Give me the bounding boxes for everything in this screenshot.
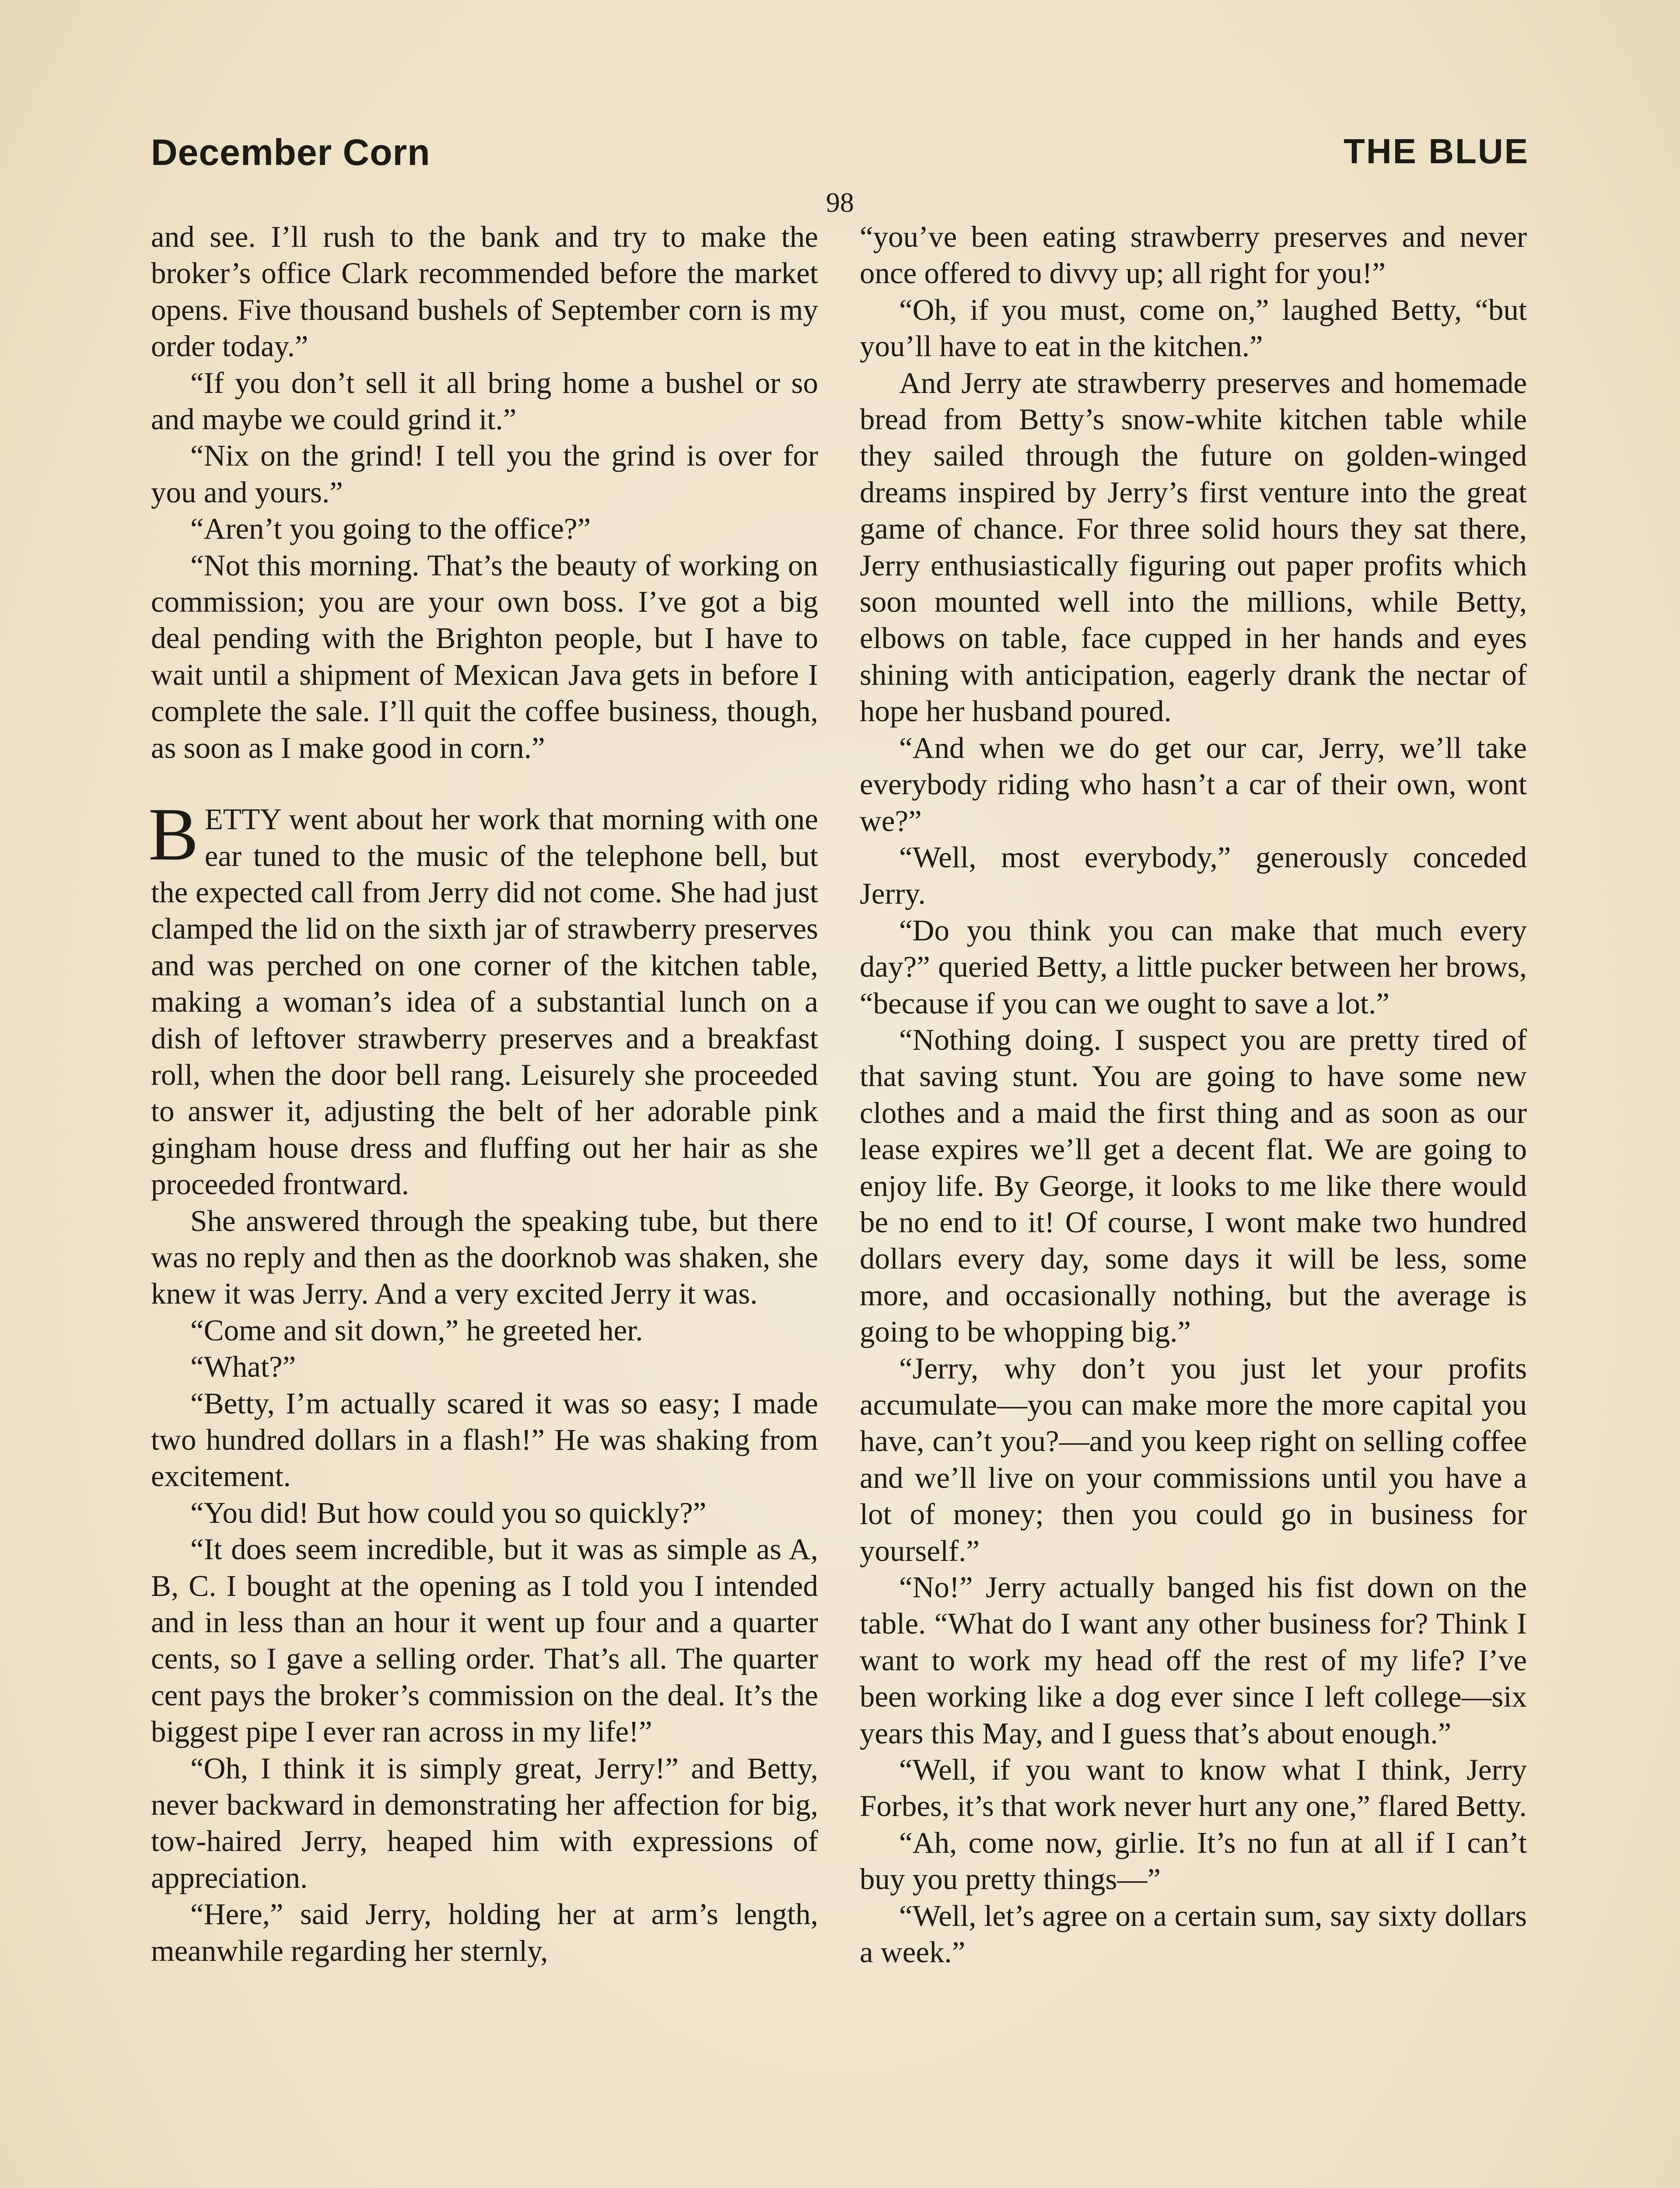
paragraph: “Nothing doing. I suspect you are pretty tired of that saving stunt. You are going to have some new clothes and a maid the first thing and as soon as our lease expires we’ll get a decent flat. We are going to enjoy life. By George, it looks to me like there would be no end to it! Of course, I wont make two hundred dollars every day, some days it will be less, some more, and occasionally nothing, but the average is going to be whopping big.” bbox=[860, 1023, 1527, 1349]
paragraph: “If you don’t sell it all bring home a bushel or so and maybe we could grind it.” bbox=[151, 366, 818, 436]
paragraph: She answered through the speaking tube, but there was no reply and then as the doorknob was shaken, she knew it was Jerry. And a very excited Jerry it was. bbox=[151, 1204, 818, 1311]
paragraph: “And when we do get our car, Jerry, we’ll take everybody riding who hasn’t a car of their own, wont we?” bbox=[860, 731, 1527, 838]
paragraph: “You did! But how could you so quickly?” bbox=[190, 1496, 707, 1529]
paragraph: “Come and sit down,” he greeted her. bbox=[190, 1313, 643, 1347]
paragraph: “What?” bbox=[190, 1350, 296, 1384]
running-head bbox=[151, 131, 1529, 179]
paragraph: “Well, most everybody,” generously conceded Jerry. bbox=[860, 840, 1527, 911]
paragraph: “Ah, come now, girlie. It’s no fun at all if I can’t buy you pretty things—” bbox=[860, 1826, 1527, 1896]
paragraph: And Jerry ate strawberry preserves and homemade bread from Betty’s snow-white kitchen table while they sailed through the future on golden-winged dreams inspired by Jerry’s first venture into the great game of chance. For three solid hours they sat there, Jerry enthusiastically figuring out paper profits which soon mounted well into the millions, while Betty, elbows on table, face cupped in her hands and eyes shining with anticipation, eagerly drank the nectar of hope her husband poured. bbox=[860, 366, 1527, 728]
paragraph: “It does seem incredible, but it was as simple as A, B, C. I bought at the opening as I told you I intended and in less than an hour it went up four and a quarter cents, so I gave a selling order. That’s all. The quarter cent pays the broker’s commission on the deal. It’s the biggest pipe I ever ran across in my life!” bbox=[151, 1532, 818, 1749]
paragraph: “Well, let’s agree on a certain sum, say sixty dollars a week.” bbox=[860, 1899, 1527, 1969]
paragraph: “Do you think you can make that much every day?” queried Betty, a little pucker between her brows, “because if you can we ought to save a lot.” bbox=[860, 913, 1527, 1020]
page-number: 98 bbox=[826, 187, 854, 218]
section-opening-paragraph bbox=[148, 793, 818, 1203]
paragraph: “Aren’t you going to the office?” bbox=[190, 512, 591, 546]
paragraph: “No!” Jerry actually banged his fist down on the table. “What do I want any other business for? Think I want to work my head off the rest of my life? I’ve been working like a dog ever since I left college—six years this May, and I guess that’s about enough.” bbox=[860, 1571, 1527, 1750]
paragraph-text: ETTY went about her work that morning with one ear tuned to the music of the telephone bell, but the expected call from Jerry did not come. She had just clamped the lid on the sixth jar of strawberry preserves and was perched on one corner of the kitchen table, making a woman’s idea of a substantial lunch on a dish of leftover strawberry preserves and a breakfast roll, when the door bell rang. Leisurely she proceeded to answer it, adjusting the belt of her adorable pink gingham house dress and fluffing out her hair as she proceeded frontward. bbox=[151, 803, 818, 1201]
paragraph: “Betty, I’m actually scared it was so easy; I made two hundred dollars in a flash!” He was shaking from excitement. bbox=[151, 1386, 818, 1493]
drop-cap: B bbox=[148, 793, 199, 877]
paragraph: and see. I’ll rush to the bank and try to make the broker’s office Clark recommended before the market opens. Five thousand bushels of September corn is my order today.” bbox=[151, 220, 818, 363]
paragraph: “Not this morning. That’s the beauty of working on commission; you are your own boss. I’ve got a big deal pending with the Brighton people, but I have to wait until a shipment of Mexican Java gets in before I complete the sale. I’ll quit the coffee business, though, as soon as I make good in corn.” bbox=[151, 548, 818, 764]
paragraph: “Well, if you want to know what I think, Jerry Forbes, it’s that work never hurt any one,” flared Betty. bbox=[860, 1753, 1527, 1823]
paragraph: “Oh, if you must, come on,” laughed Betty, “but you’ll have to eat in the kitchen.” bbox=[860, 293, 1527, 363]
left-column bbox=[148, 219, 818, 1969]
paragraph: “Nix on the grind! I tell you the grind is over for you and yours.” bbox=[151, 439, 818, 509]
paragraph: “Oh, I think it is simply great, Jerry!” and Betty, never backward in demonstrating her affection for big, tow-haired Jerry, heaped him with expressions of appreciation. bbox=[151, 1751, 818, 1894]
story-title-header: December Corn bbox=[151, 132, 430, 173]
right-column bbox=[860, 219, 1527, 1971]
paragraph: “Jerry, why don’t you just let your profits accumulate—you can make more the more capital you have, can’t you?—and you keep right on selling coffee and we’ll live on your commissions until you have a lot of money; then you could go in business for yourself.” bbox=[860, 1351, 1527, 1567]
paragraph: “you’ve been eating strawberry preserves and never once offered to divvy up; all right for you!” bbox=[860, 220, 1527, 290]
magazine-title-header: THE BLUE bbox=[1344, 132, 1529, 171]
paragraph: “Here,” said Jerry, holding her at arm’s length, meanwhile regarding her sternly, bbox=[151, 1897, 818, 1967]
